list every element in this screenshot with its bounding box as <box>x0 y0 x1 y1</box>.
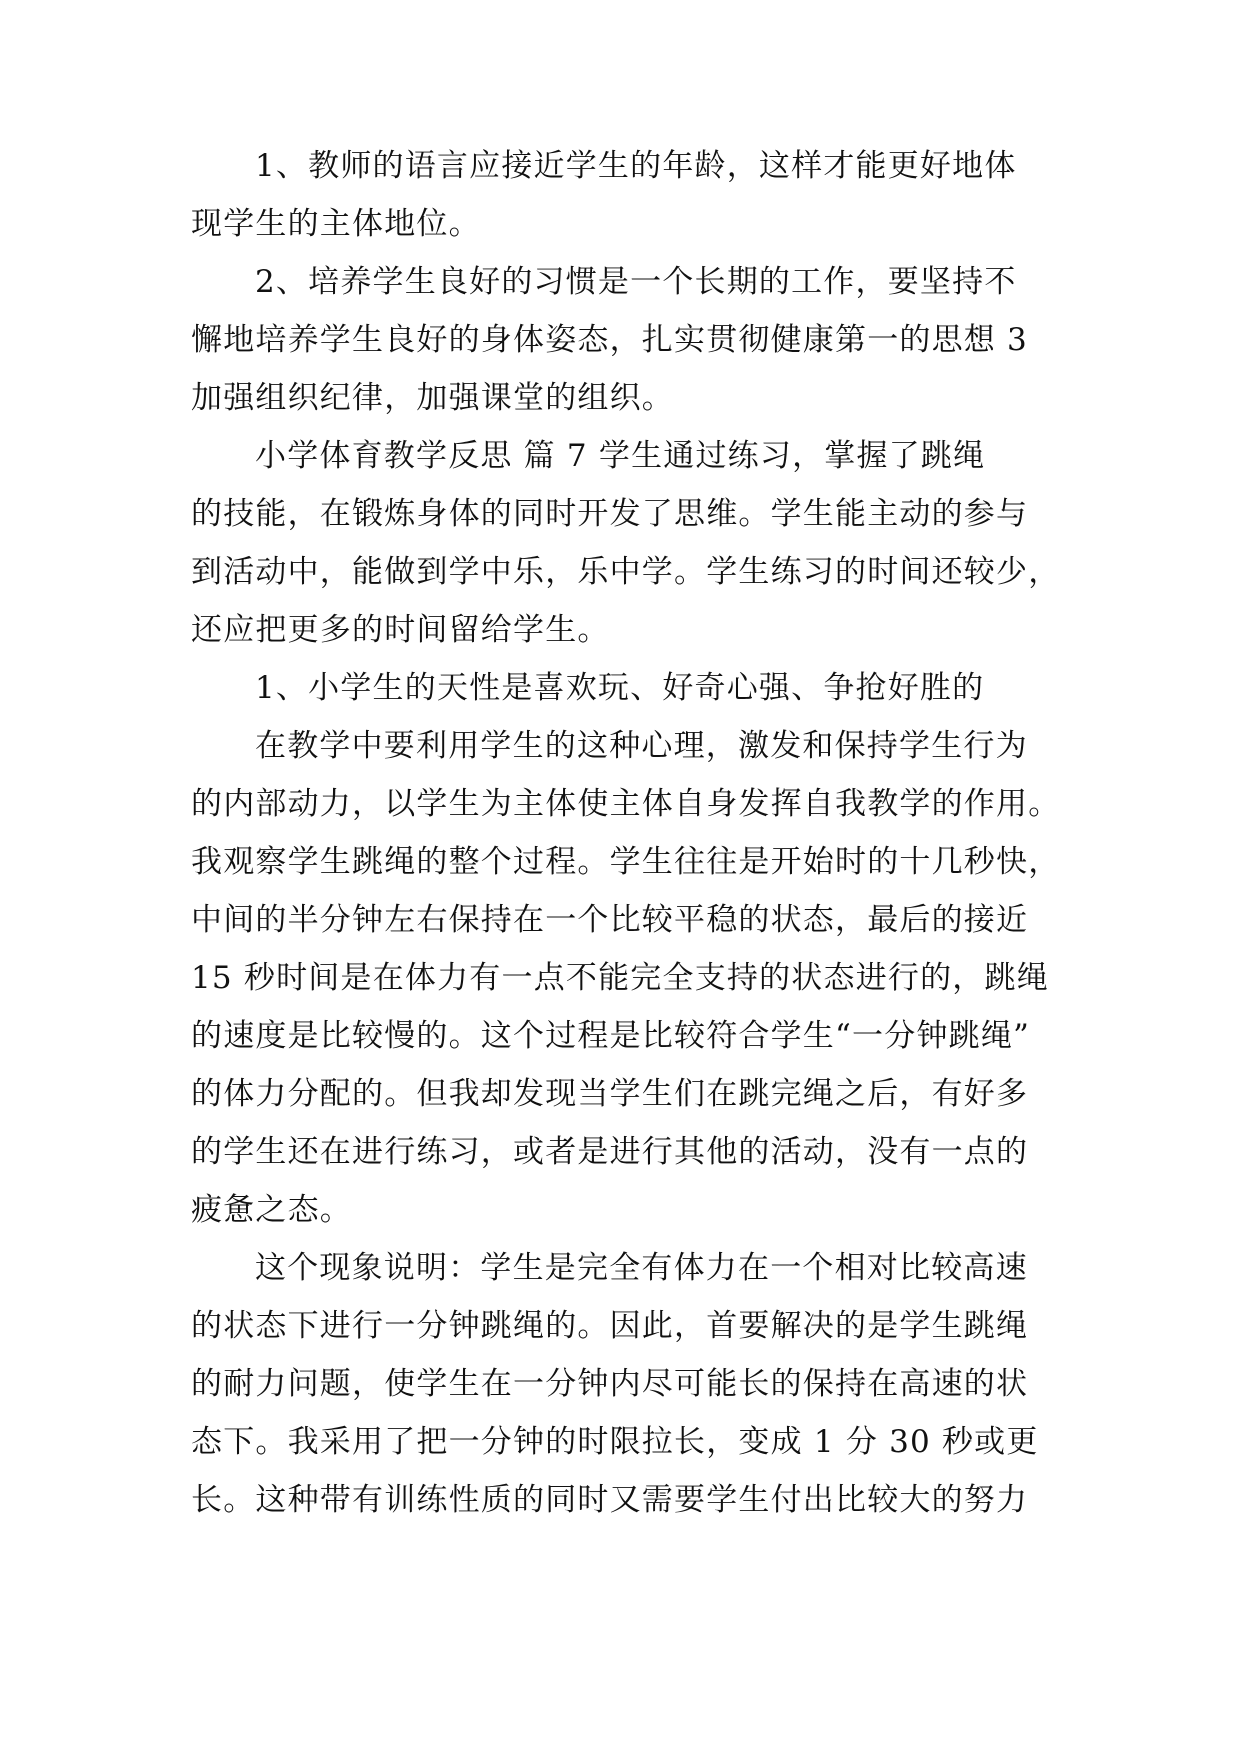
text-line: 中间的半分钟左右保持在一个比较平稳的状态，最后的接近 <box>191 902 1029 938</box>
text-line: 到活动中，能做到学中乐，乐中学。学生练习的时间还较少， <box>191 554 1061 590</box>
text-line: 的内部动力，以学生为主体使主体自身发挥自我教学的作用。 <box>191 786 1061 822</box>
text-line: 态下。我采用了把一分钟的时限拉长，变成 1 分 30 秒或更 <box>191 1424 1039 1460</box>
text-line: 这个现象说明：学生是完全有体力在一个相对比较高速 <box>255 1250 1028 1286</box>
text-line: 的体力分配的。但我却发现当学生们在跳完绳之后，有好多 <box>191 1076 1029 1112</box>
text-line: 的速度是比较慢的。这个过程是比较符合学生“一分钟跳绳” <box>191 1018 1031 1054</box>
text-line: 的技能，在锻炼身体的同时开发了思维。学生能主动的参与 <box>191 496 1029 532</box>
text-line: 的学生还在进行练习，或者是进行其他的活动，没有一点的 <box>191 1134 1029 1170</box>
text-line: 1、教师的语言应接近学生的年龄，这样才能更好地体 <box>255 148 1017 184</box>
text-line: 加强组织纪律，加强课堂的组织。 <box>191 380 674 416</box>
text-line: 小学体育教学反思 篇 7 学生通过练习，掌握了跳绳 <box>255 438 986 474</box>
text-line: 的耐力问题，使学生在一分钟内尽可能长的保持在高速的状 <box>191 1366 1029 1402</box>
text-line: 1、小学生的天性是喜欢玩、好奇心强、争抢好胜的 <box>255 670 985 706</box>
text-line: 我观察学生跳绳的整个过程。学生往往是开始时的十几秒快， <box>191 844 1061 880</box>
text-line: 现学生的主体地位。 <box>191 206 481 242</box>
text-line: 长。这种带有训练性质的同时又需要学生付出比较大的努力 <box>191 1482 1029 1518</box>
text-line: 在教学中要利用学生的这种心理，激发和保持学生行为 <box>255 728 1028 764</box>
text-line: 15 秒时间是在体力有一点不能完全支持的状态进行的，跳绳 <box>191 960 1049 996</box>
text-line: 懈地培养学生良好的身体姿态，扎实贯彻健康第一的思想 3 <box>191 322 1028 358</box>
text-line: 2、培养学生良好的习惯是一个长期的工作，要坚持不 <box>255 264 1017 300</box>
text-line: 还应把更多的时间留给学生。 <box>191 612 610 648</box>
text-line: 的状态下进行一分钟跳绳的。因此，首要解决的是学生跳绳 <box>191 1308 1029 1344</box>
text-line: 疲惫之态。 <box>191 1192 352 1228</box>
